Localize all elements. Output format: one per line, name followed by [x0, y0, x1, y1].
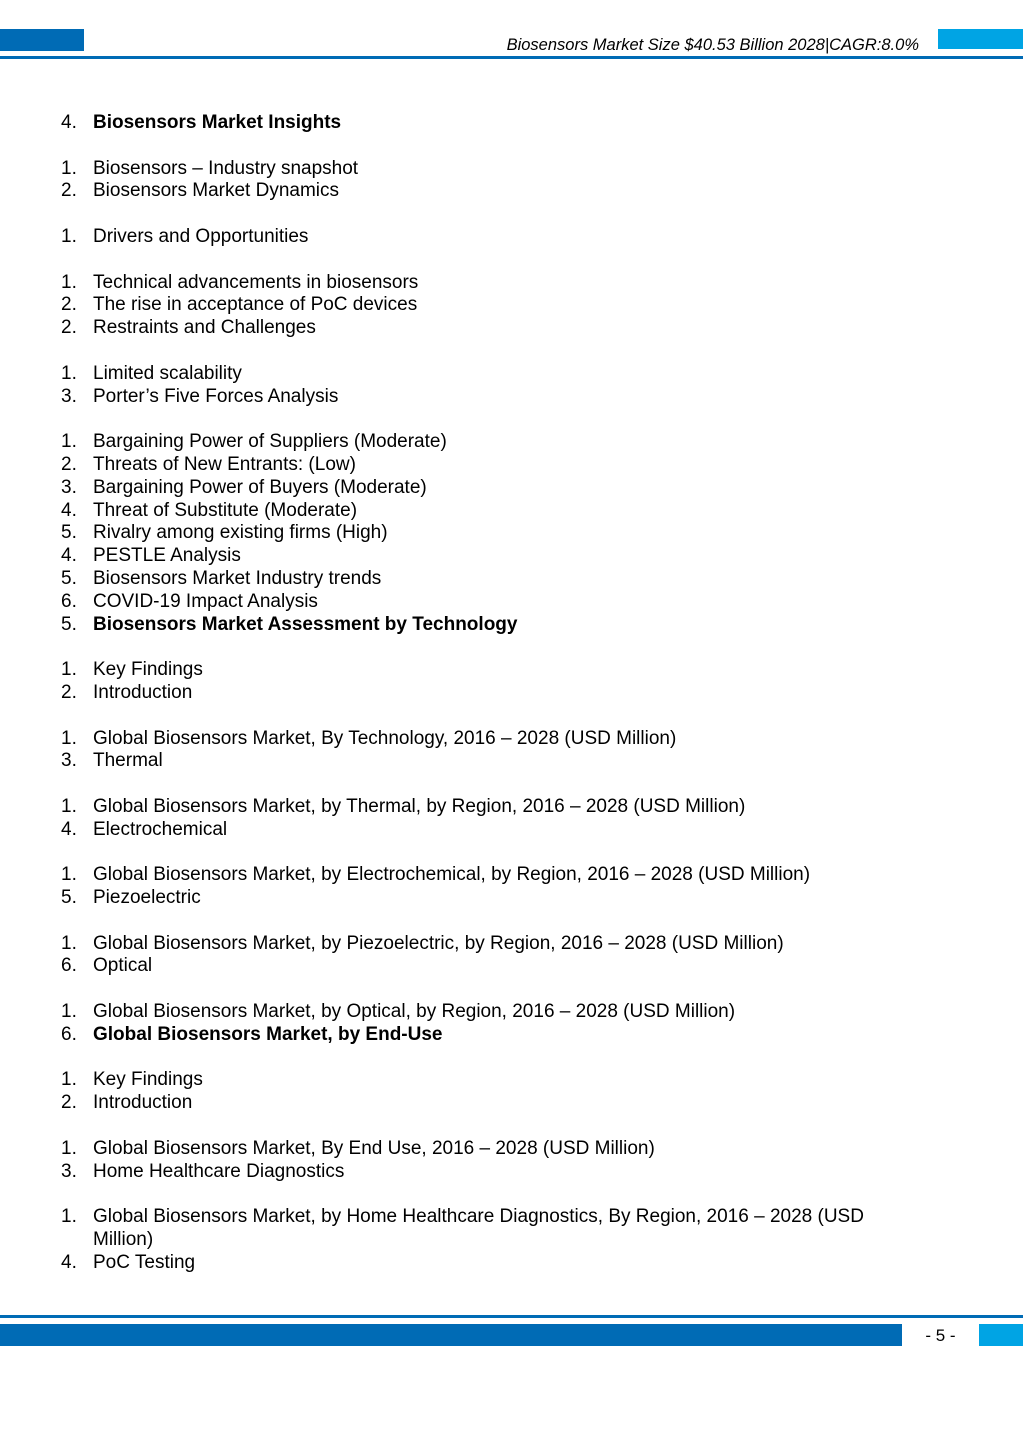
toc-item-number: 3.: [61, 1160, 77, 1182]
toc-item: [0, 659, 1023, 682]
toc-item: [0, 545, 1023, 568]
toc-item: [0, 1252, 1023, 1275]
toc-item: [0, 1161, 1023, 1184]
toc-item: [0, 933, 1023, 956]
toc-item-number: 1.: [61, 362, 77, 384]
toc-item: [0, 728, 1023, 751]
toc-item-text: Global Biosensors Market, By Technology, 2016 – 2028 (USD Million): [93, 727, 677, 749]
toc-item-number: 5.: [61, 522, 77, 544]
toc-item: [0, 887, 1023, 910]
toc-item-text: Biosensors Market Insights: [93, 112, 342, 133]
toc-item-number: 5.: [61, 613, 77, 635]
toc-item: [0, 955, 1023, 978]
toc-item-number: 6.: [61, 955, 77, 977]
toc-item-text: Introduction: [93, 681, 193, 703]
footer-bar: [0, 1324, 902, 1346]
toc-item: [0, 477, 1023, 500]
toc-item: [0, 591, 1023, 614]
toc-item: [0, 1069, 1023, 1092]
toc-item: [0, 568, 1023, 591]
toc-item-text: Biosensors Market Dynamics: [93, 180, 340, 202]
toc-item-number: 5.: [61, 887, 77, 909]
toc-item-text: Electrochemical: [93, 818, 228, 840]
toc-item: [0, 796, 1023, 819]
toc-item-text: Rivalry among existing firms (High): [93, 522, 388, 544]
toc-item: [0, 317, 1023, 340]
footer-rule: [0, 1315, 1023, 1318]
toc-item-number: 1.: [61, 1137, 77, 1159]
toc-item-text: Global Biosensors Market, by Home Healthcare Diagnostics, By Region, 2016 – 2028 (USD Million): [93, 1206, 864, 1251]
toc-item-text: Thermal: [93, 750, 163, 772]
toc-item: [0, 1024, 1023, 1047]
toc-item-number: 2.: [61, 681, 77, 703]
toc-item-number: 4.: [61, 499, 77, 521]
toc-item-text: PoC Testing: [93, 1251, 196, 1273]
toc-item: [0, 386, 1023, 409]
toc-item-number: 3.: [61, 476, 77, 498]
toc-item-text: Threat of Substitute (Moderate): [93, 499, 358, 521]
footer-accent-block-right: [979, 1324, 1023, 1346]
toc-item-text: Bargaining Power of Suppliers (Moderate): [93, 431, 447, 453]
toc-item-number: 2.: [61, 180, 77, 202]
toc-item: [0, 112, 1023, 135]
toc-item: [0, 500, 1023, 523]
toc-item-text: Threats of New Entrants: (Low): [93, 453, 356, 475]
toc-item-number: 3.: [61, 385, 77, 407]
table-of-contents: [0, 112, 1023, 1275]
toc-item-number: 2.: [61, 1092, 77, 1114]
toc-item-text: Global Biosensors Market, by Optical, by Region, 2016 – 2028 (USD Million): [93, 1001, 736, 1023]
toc-item: [0, 454, 1023, 477]
header-title: Biosensors Market Size $40.53 Billion 2028|CAGR:8.0%: [506, 36, 919, 54]
toc-item-number: 1.: [61, 659, 77, 681]
toc-item: [0, 819, 1023, 842]
toc-item-number: 1.: [61, 864, 77, 886]
toc-item: [0, 226, 1023, 249]
toc-item-number: 4.: [61, 112, 77, 133]
toc-item: [0, 614, 1023, 637]
toc-item-number: 3.: [61, 750, 77, 772]
toc-item-number: 1.: [61, 431, 77, 453]
toc-item-number: 6.: [61, 1023, 77, 1045]
toc-item-number: 1.: [61, 932, 77, 954]
toc-item-number: 6.: [61, 590, 77, 612]
toc-item-text: Bargaining Power of Buyers (Moderate): [93, 476, 427, 498]
toc-item-number: 4.: [61, 1251, 77, 1273]
toc-item-number: 1.: [61, 1001, 77, 1023]
toc-item: [0, 158, 1023, 181]
toc-item-text: Global Biosensors Market, by Piezoelectric, by Region, 2016 – 2028 (USD Million): [93, 932, 784, 954]
toc-item: [0, 1092, 1023, 1115]
toc-item: [0, 682, 1023, 705]
toc-item-number: 4.: [61, 545, 77, 567]
toc-item-text: Biosensors Market Industry trends: [93, 567, 382, 589]
toc-item-number: 1.: [61, 727, 77, 749]
toc-item-number: 1.: [61, 795, 77, 817]
toc-item-text: Technical advancements in biosensors: [93, 271, 419, 293]
header-accent-block-right: [938, 29, 1023, 49]
toc-item-text: Key Findings: [93, 659, 203, 681]
toc-item-text: Biosensors Market Assessment by Technology: [93, 613, 518, 635]
toc-item-number: 1.: [61, 157, 77, 179]
toc-item-text: Key Findings: [93, 1069, 203, 1091]
toc-item-text: Introduction: [93, 1092, 193, 1114]
toc-item: [0, 294, 1023, 317]
toc-item-number: 5.: [61, 567, 77, 589]
toc-item-number: 1.: [61, 1206, 77, 1228]
toc-item: [0, 431, 1023, 454]
toc-item-number: 1.: [61, 271, 77, 293]
toc-item-text: PESTLE Analysis: [93, 545, 241, 567]
toc-item: [0, 1138, 1023, 1161]
toc-item: [0, 864, 1023, 887]
toc-item-text: Limited scalability: [93, 362, 242, 384]
toc-item-text: Global Biosensors Market, by Thermal, by Region, 2016 – 2028 (USD Million): [93, 795, 746, 817]
toc-item-number: 2.: [61, 453, 77, 475]
toc-item-number: 2.: [61, 317, 77, 339]
toc-item-text: Piezoelectric: [93, 887, 201, 909]
toc-item-number: 4.: [61, 818, 77, 840]
toc-item-text: COVID-19 Impact Analysis: [93, 590, 318, 612]
header-rule: [0, 56, 1023, 59]
toc-item: [0, 750, 1023, 773]
toc-item-text: Optical: [93, 955, 153, 977]
toc-item-text: Home Healthcare Diagnostics: [93, 1160, 345, 1182]
toc-item-text: Restraints and Challenges: [93, 317, 316, 339]
toc-item-text: Global Biosensors Market, by Electrochemical, by Region, 2016 – 2028 (USD Million): [93, 864, 811, 886]
toc-item-text: The rise in acceptance of PoC devices: [93, 294, 418, 316]
toc-item-text: Drivers and Opportunities: [93, 225, 309, 247]
toc-item: [0, 1206, 1023, 1252]
toc-item-text: Porter’s Five Forces Analysis: [93, 385, 339, 407]
toc-item-text: Global Biosensors Market, by End-Use: [93, 1023, 443, 1045]
toc-item: [0, 363, 1023, 386]
toc-item-number: 1.: [61, 225, 77, 247]
header-accent-block-left: [0, 29, 84, 51]
toc-item: [0, 272, 1023, 295]
toc-item-text: Biosensors – Industry snapshot: [93, 157, 359, 179]
toc-item: [0, 522, 1023, 545]
toc-item: [0, 180, 1023, 203]
page-number: - 5 -: [925, 1326, 956, 1345]
toc-item-number: 1.: [61, 1069, 77, 1091]
toc-item-number: 2.: [61, 294, 77, 316]
toc-item: [0, 1001, 1023, 1024]
toc-item-text: Global Biosensors Market, By End Use, 2016 – 2028 (USD Million): [93, 1137, 655, 1159]
